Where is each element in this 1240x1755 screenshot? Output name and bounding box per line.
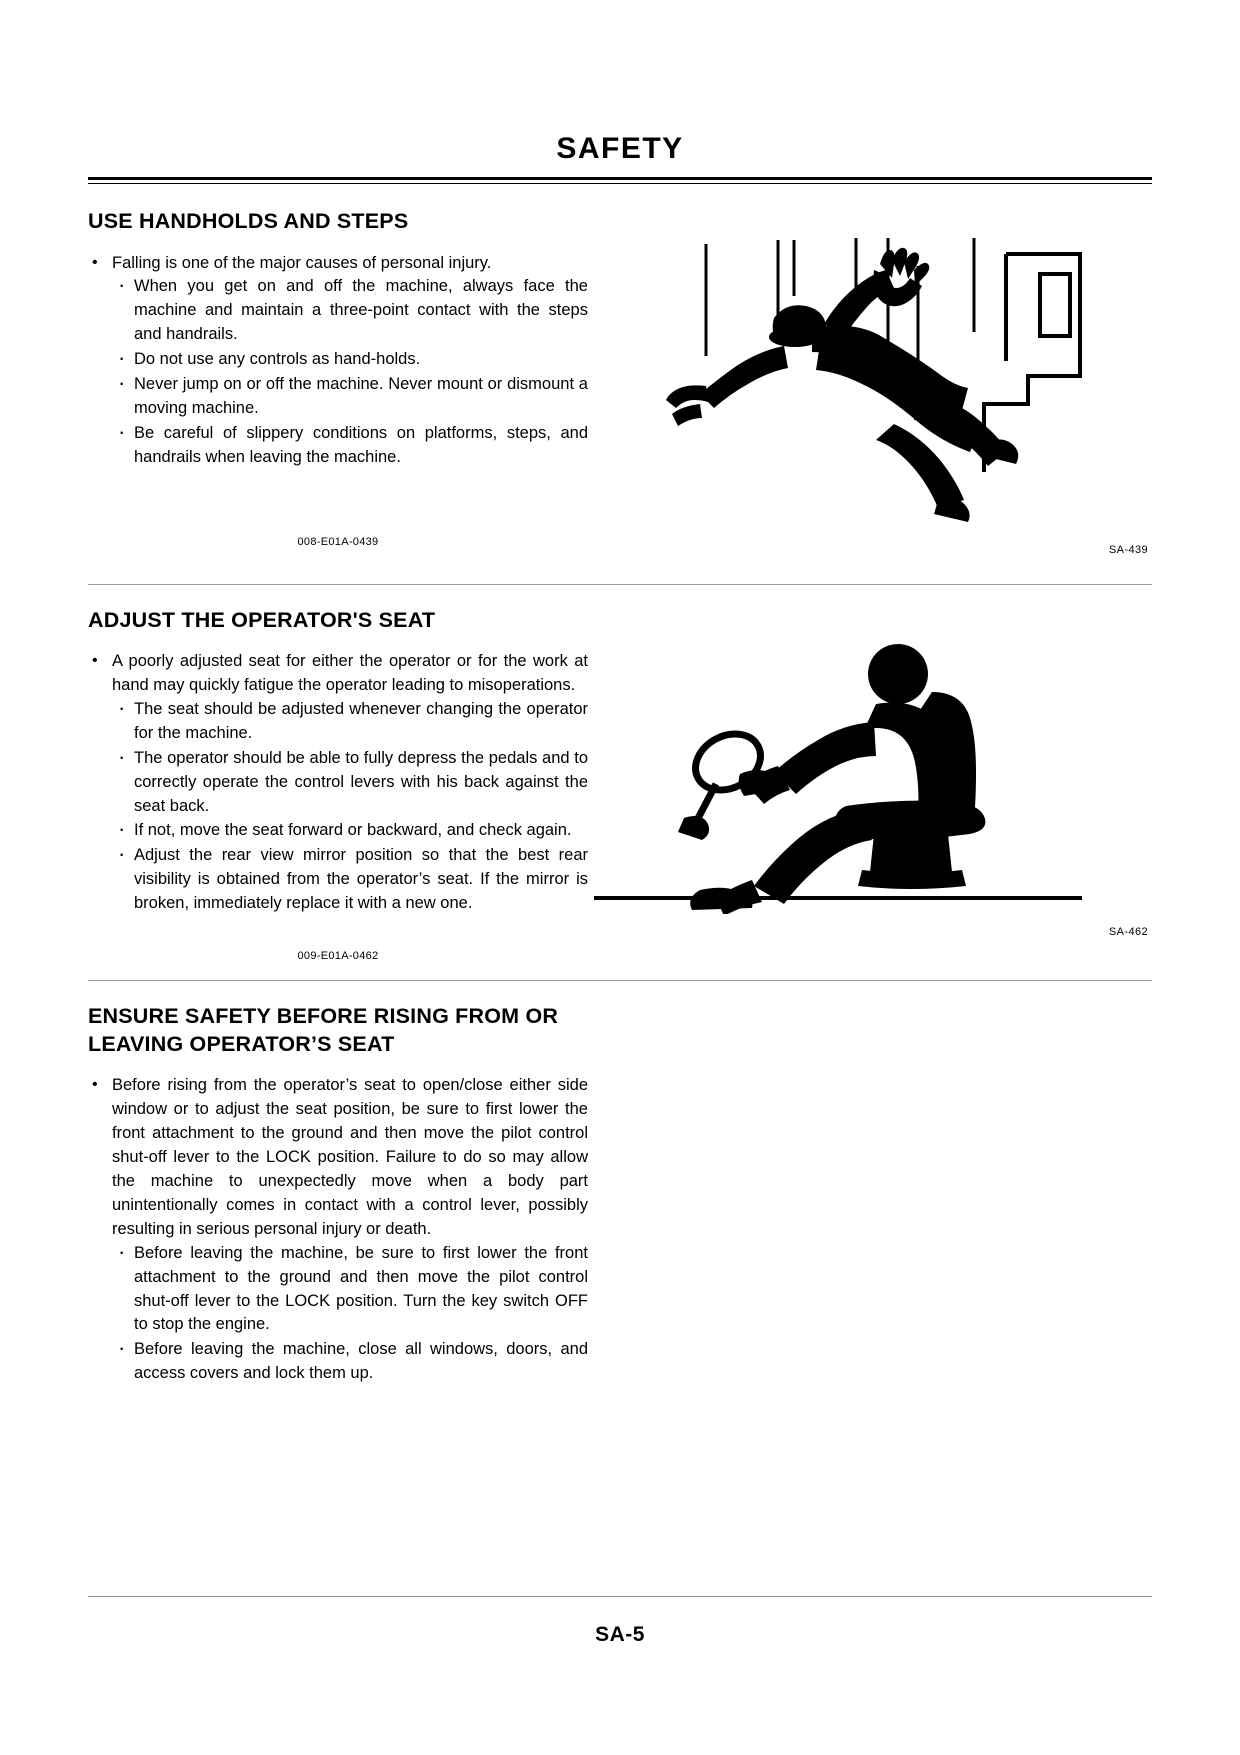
list-item — [88, 252, 588, 470]
section-2-figure-column — [588, 634, 1152, 938]
section-ensure-safety-before-rising — [88, 981, 1152, 1388]
list-item: · When you get on and off the machine, always face the machine and maintain a three-point contact with the steps and handrails. — [112, 275, 588, 347]
section-1-figure-column — [588, 236, 1152, 556]
bullet-text: Falling is one of the major causes of personal injury. — [112, 253, 492, 272]
list-item: · Be careful of slippery conditions on platforms, steps, and handrails when leaving the machine. — [112, 422, 588, 470]
list-item: · The operator should be able to fully depress the pedals and to correctly operate the control levers with his back against the seat back. — [112, 747, 588, 819]
list-item — [88, 1074, 588, 1386]
sub-list — [112, 275, 588, 469]
page-number: SA-5 — [595, 1623, 645, 1646]
section-adjust-the-operators-seat — [88, 585, 1152, 982]
bullet-text: Before rising from the operator’s seat to open/close either side window or to adjust the seat position, be sure to first lower the front attachment to the ground and then move the pilot control shut-off lever to the LOCK position. Failure to do so may allow the machine to unexpectedly move when a body part unintentionally comes in contact with a control lever, possibly resulting in serious personal injury or death. — [112, 1076, 588, 1238]
list-item: · Before leaving the machine, be sure to first lower the front attachment to the ground and then move the pilot control shut-off lever to the LOCK position. Turn the key switch OFF to stop the engine. — [112, 1242, 588, 1338]
bullet-text: A poorly adjusted seat for either the operator or for the work at hand may quickly fatigue the operator leading to misoperations. — [112, 652, 588, 694]
section-1-figure-code: SA-439 — [1108, 543, 1148, 556]
header-divider — [88, 177, 1152, 184]
section-2-text-code: 009-E01A-0462 — [297, 950, 379, 963]
section-1-heading: USE HANDHOLDS AND STEPS — [88, 209, 409, 233]
footer-divider — [88, 1596, 1152, 1597]
section-2-figure-code: SA-462 — [1108, 926, 1148, 939]
falling-from-machine-illustration — [588, 236, 1152, 526]
list-item: · If not, move the seat forward or backward, and check again. — [112, 819, 588, 843]
section-use-handholds-and-steps — [88, 184, 1152, 585]
sub-list — [112, 1242, 588, 1387]
list-item: · Adjust the rear view mirror position so that the best rear visibility is obtained from the operator’s seat. If the mirror is broken, immediately replace it with a new one. — [112, 844, 588, 916]
sub-list — [112, 698, 588, 916]
section-1-body — [88, 236, 1152, 556]
page-title: SAFETY — [556, 132, 684, 165]
operator-seated-illustration — [588, 634, 1152, 914]
section-3-text-column — [88, 1058, 588, 1388]
list-item: · Never jump on or off the machine. Never mount or dismount a moving machine. — [112, 373, 588, 421]
page-footer — [88, 1596, 1152, 1647]
list-item: · Do not use any controls as hand-holds. — [112, 348, 588, 372]
section-2-heading: ADJUST THE OPERATOR'S SEAT — [88, 607, 436, 632]
list-item: · Before leaving the machine, close all windows, doors, and access covers and lock them up. — [112, 1338, 588, 1386]
section-2-body — [88, 634, 1152, 962]
section-1-text-code: 008-E01A-0439 — [297, 535, 379, 548]
list-item: · The seat should be adjusted whenever changing the operator for the machine. — [112, 698, 588, 746]
list-item — [88, 650, 588, 916]
section-2-text-column — [88, 634, 588, 962]
section-1-text-column — [88, 236, 588, 548]
section-3-body — [88, 1058, 1152, 1388]
section-3-heading: ENSURE SAFETY BEFORE RISING FROM OR LEAVING OPERATOR’S SEAT — [88, 1004, 559, 1056]
